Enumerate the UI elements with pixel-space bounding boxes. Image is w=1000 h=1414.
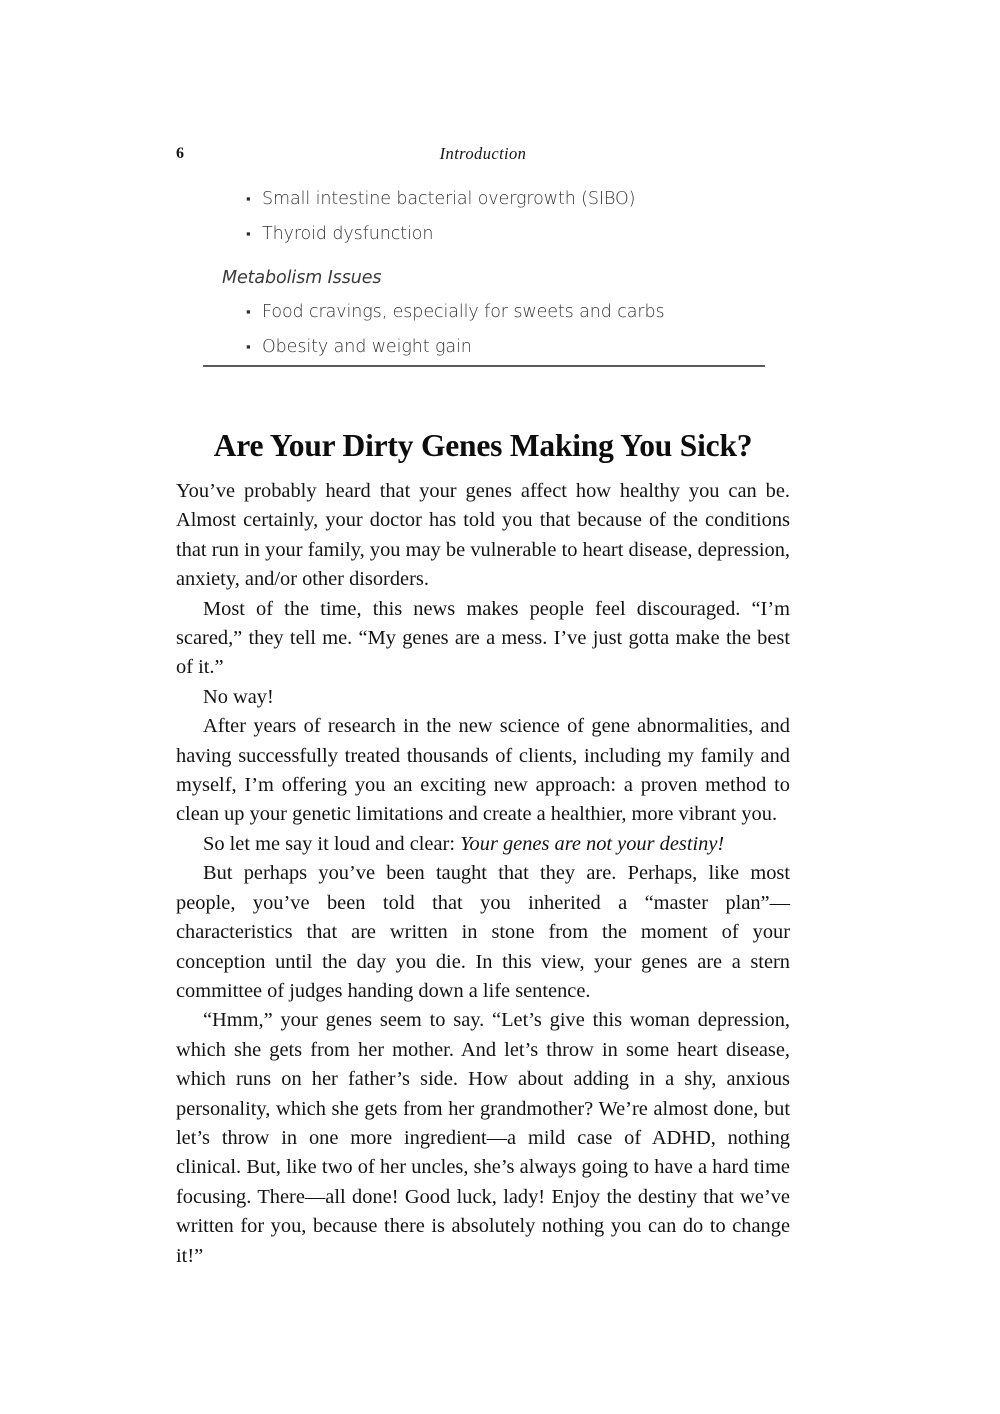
paragraph: But perhaps you’ve been taught that they are. Perhaps, like most people, you’ve been told that you inherited a “master plan”—characteristics that are written in stone from the moment of your conception until the day you die. In this view, your genes are a stern committee of judges handing down a life sentence. xyxy=(176,862,790,1002)
running-head-title: Introduction xyxy=(439,144,527,163)
paragraph: “Hmm,” your genes seem to say. “Let’s give this woman depression, which she gets from her mother. And let’s throw in some heart disease, which runs on her father’s side. How about adding in a shy, anxious personality, which she gets from her grandmother? We’re almost done, but let’s throw in one more ingredient—a mild case of ADHD, nothing clinical. But, like two of her uncles, she’s always going to have a hard time focusing. There—all done! Good luck, lady! Enjoy the destiny that we’ve written for you, because there is absolutely nothing you can do to change it!” xyxy=(176,1009,790,1267)
paragraph: You’ve probably heard that your genes affect how healthy you can be. Almost certainly, your doctor has told you that because of the conditions that run in your family, you may be vulnerable to heart disease, depression, anxiety, and/or other disorders. xyxy=(176,480,790,591)
paragraph: After years of research in the new science of gene abnormalities, and having successfully treated thousands of clients, including my family and myself, I’m offering you an exciting new approach: a proven method to clean up your genetic limitations and create a healthier, more vibrant you. xyxy=(176,715,790,826)
body-copy xyxy=(176,477,790,1271)
list-item-label: Obesity and weight gain xyxy=(262,337,472,357)
section-divider xyxy=(203,365,765,367)
emphasis-text: Your genes are not your destiny! xyxy=(460,832,725,855)
bullet-square-icon: ▪ xyxy=(246,192,251,207)
paragraph-lead: So let me say it loud and clear: xyxy=(203,832,461,855)
list-item-label: Food cravings, especially for sweets and carbs xyxy=(262,302,665,322)
list-item xyxy=(246,332,790,363)
paragraph: Most of the time, this news makes people feel discouraged. “I’m scared,” they tell me. “My genes are a mess. I’ve just gotta make the best of it.” xyxy=(176,597,790,679)
list-group-heading: Metabolism Issues xyxy=(222,268,382,288)
running-head xyxy=(176,143,790,167)
list-item-label: Thyroid dysfunction xyxy=(262,224,434,244)
paragraph: No way! xyxy=(203,685,274,708)
list-item xyxy=(246,297,790,328)
bullet-square-icon: ▪ xyxy=(246,305,251,320)
list-item-label: Small intestine bacterial overgrowth (SIBO) xyxy=(262,189,636,209)
page-number: 6 xyxy=(176,145,184,162)
paragraph xyxy=(176,830,790,859)
list-item xyxy=(246,184,790,215)
symptom-list xyxy=(176,184,790,367)
list-item xyxy=(246,219,790,250)
bullet-square-icon: ▪ xyxy=(246,340,251,355)
section-heading: Are Your Dirty Genes Making You Sick? xyxy=(213,428,753,464)
bullet-square-icon: ▪ xyxy=(246,227,251,242)
